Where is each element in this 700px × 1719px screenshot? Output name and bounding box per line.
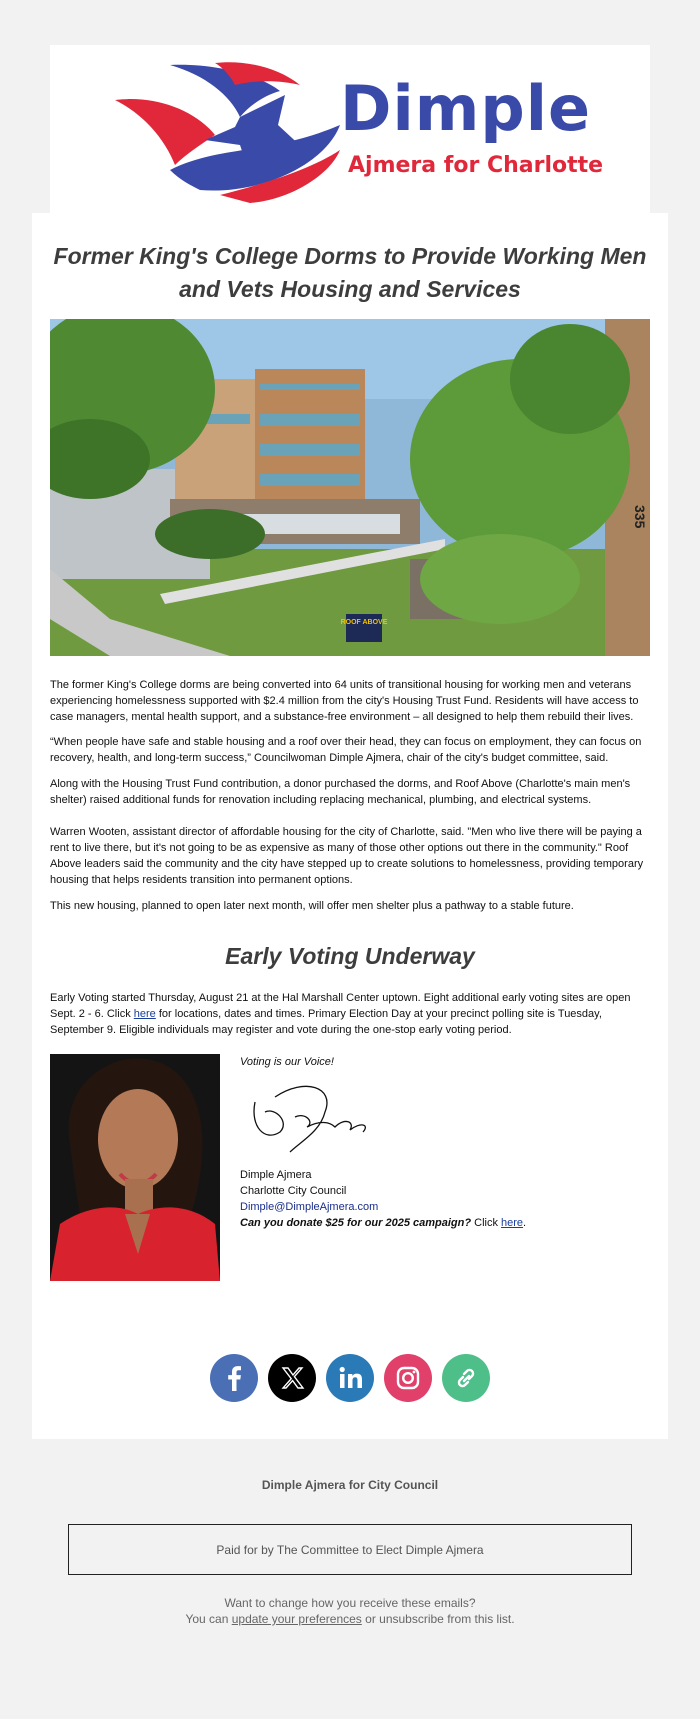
website-link-button[interactable]: [442, 1354, 490, 1402]
paid-for-disclaimer: Paid for by The Committee to Elect Dimple Ajmera: [68, 1524, 632, 1575]
update-preferences-link[interactable]: update your preferences: [231, 1612, 362, 1626]
signature-role: Charlotte City Council: [240, 1185, 347, 1197]
footer-you-can: You can: [185, 1612, 232, 1626]
instagram-icon: [384, 1354, 432, 1402]
instagram-button[interactable]: [384, 1354, 432, 1402]
article-paragraph-2: “When people have safe and stable housing and a roof over their head, they can focus on employment, they can focus on recovery, health, and long-term success,” Councilwoman Dimple Ajmera, chair of the city's budget committee, said.: [50, 736, 642, 764]
linkedin-button[interactable]: [326, 1354, 374, 1402]
facebook-button[interactable]: [210, 1354, 258, 1402]
voting-locations-link[interactable]: here: [133, 1008, 156, 1020]
footer-preferences-line: [0, 1612, 700, 1626]
signature-email-link[interactable]: Dimple@DimpleAjmera.com: [240, 1201, 379, 1213]
facebook-icon: [210, 1354, 258, 1402]
article-paragraph-4: Warren Wooten, assistant director of affordable housing for the city of Charlotte, said. "Men who live there will be paying a rent to live there, but it's not going to be as expensive as many of those other options out there in the community." Roof Above leaders said the community and the city have stepped up to create solutions to homelessness, providing temporary housing that helps residents transition into permanent options.: [50, 826, 644, 886]
signature-name: Dimple Ajmera: [240, 1169, 312, 1181]
logo-star-swoosh-icon: [110, 55, 340, 205]
voting-paragraph: [50, 990, 650, 1038]
footer-change-text: Want to change how you receive these emails?: [224, 1596, 476, 1610]
footer-unsubscribe-text: or unsubscribe from this list.: [361, 1612, 515, 1626]
article-title: Former King's College Dorms to Provide Working Men and Vets Housing and Services: [53, 243, 647, 302]
hero-image: [50, 319, 650, 656]
footer-organization: Dimple Ajmera for City Council: [261, 1478, 439, 1492]
voting-text-before: Early Voting started Thursday, August 21 at the Hal Marshall Center uptown. Eight additional early voting sites are open Sept. 2 - 6. Click: [50, 992, 631, 1020]
donate-click-text: Click: [471, 1217, 502, 1229]
signature-motto: Voting is our Voice!: [240, 1056, 334, 1068]
logo-tagline: Ajmera for Charlotte: [348, 153, 604, 178]
voting-title: Early Voting Underway: [225, 943, 475, 969]
link-icon: [442, 1354, 490, 1402]
article-paragraph-3: Along with the Housing Trust Fund contribution, a donor purchased the dorms, and Roof Above (Charlotte's main men's shelter) raised additional funds for renovation including replacing mechanical, plumbing, and electrical systems.: [50, 778, 631, 806]
donate-period: .: [523, 1217, 527, 1229]
linkedin-icon: [326, 1354, 374, 1402]
article-paragraph-5: This new housing, planned to open later next month, will offer men shelter plus a pathway to a stable future.: [50, 900, 574, 912]
hero-sign-text: ROOF ABOVE: [340, 619, 388, 626]
article-paragraph-1: The former King's College dorms are being converted into 64 units of transitional housing for working men and veterans experiencing homelessness supported with $2.4 million from the city's Housing Trust Fund. Residents will have access to case managers, mental health support, and a substance-free environment – all designed to help them rebuild their lives.: [50, 679, 639, 723]
donate-text: Can you donate $25 for our 2025 campaign?: [240, 1217, 472, 1229]
candidate-photo: [50, 1054, 220, 1281]
x-icon: [268, 1354, 316, 1402]
voting-text-after: for locations, dates and times. Primary Election Day at your precinct polling site is Tuesday, September 9. Eligible individuals may register and vote during the one-stop early voting period.: [50, 1008, 602, 1036]
donate-line: [240, 1215, 526, 1231]
handwritten-signature: [245, 1072, 385, 1162]
hero-building-number: 335: [632, 505, 648, 529]
x-button[interactable]: [268, 1354, 316, 1402]
logo-name: Dimple: [340, 72, 592, 145]
donate-link[interactable]: here: [501, 1217, 524, 1229]
